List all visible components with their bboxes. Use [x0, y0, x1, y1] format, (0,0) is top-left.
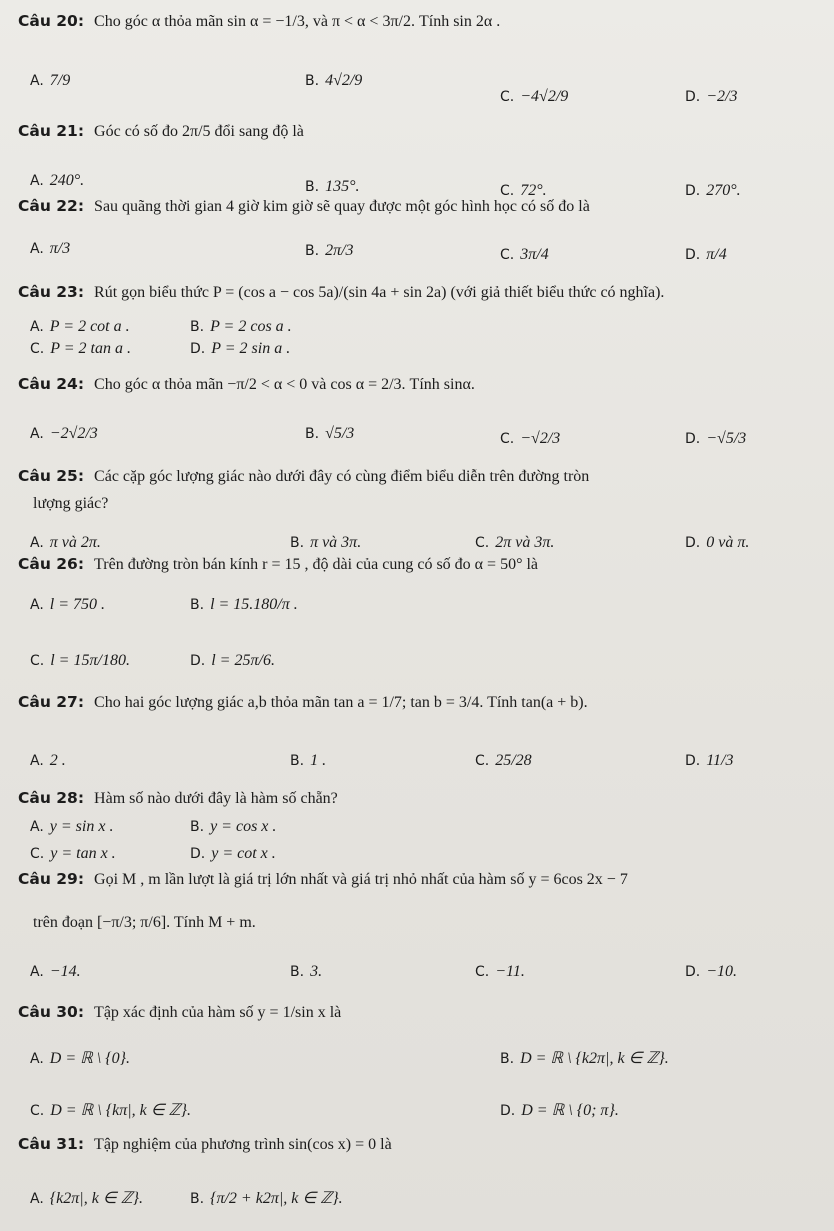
option-a[interactable]	[30, 240, 70, 258]
option-d[interactable]	[685, 534, 749, 552]
option-text: 135°.	[325, 178, 360, 195]
question-number: Câu 25:	[18, 467, 85, 485]
option-label: A.	[30, 426, 44, 442]
option-label: A.	[30, 1191, 44, 1207]
option-text: −10.	[706, 963, 738, 980]
option-b[interactable]	[305, 242, 354, 260]
option-label: A.	[30, 753, 44, 769]
question-25	[18, 467, 589, 486]
option-text: π và 2π.	[49, 534, 101, 551]
option-label: C.	[30, 846, 45, 862]
option-a[interactable]	[30, 596, 105, 614]
question-stem: Cho hai góc lượng giác a,b thỏa mãn tan a = 1/7; tan b = 3/4. Tính tan(a + b).	[94, 694, 588, 711]
option-label: D.	[190, 341, 206, 357]
option-text: 1 .	[310, 752, 327, 769]
option-text: π/4	[706, 246, 727, 263]
option-label: C.	[500, 89, 515, 105]
question-stem: Rút gọn biểu thức P = (cos a − cos 5a)/(sin 4a + sin 2a) (với giả thiết biểu thức có nghĩa).	[94, 284, 665, 301]
option-text: √5/3	[325, 425, 355, 442]
option-label: B.	[305, 179, 320, 195]
question-number: Câu 29:	[18, 870, 85, 888]
option-text: 25/28	[495, 752, 532, 769]
option-b[interactable]	[290, 534, 361, 552]
question-stem: Tập nghiệm của phương trình sin(cos x) = 0 là	[94, 1136, 392, 1153]
option-d[interactable]	[685, 963, 737, 981]
question-30	[18, 1003, 341, 1022]
question-number: Câu 24:	[18, 375, 85, 393]
option-c[interactable]	[30, 652, 130, 670]
option-label: D.	[685, 535, 701, 551]
option-label: A.	[30, 241, 44, 257]
option-c[interactable]	[475, 963, 525, 981]
option-label: A.	[30, 1051, 44, 1067]
option-text: 2π/3	[325, 242, 354, 259]
option-text: π và 3π.	[310, 534, 362, 551]
question-number: Câu 20:	[18, 12, 85, 30]
option-c[interactable]	[500, 430, 560, 448]
option-text: 11/3	[706, 752, 734, 769]
option-label: C.	[475, 753, 490, 769]
option-b[interactable]	[305, 178, 359, 196]
option-text: 240°.	[49, 172, 85, 189]
option-d[interactable]	[685, 88, 737, 106]
option-text: y = sin x .	[49, 818, 114, 835]
question-number: Câu 27:	[18, 693, 85, 711]
option-label: B.	[190, 597, 205, 613]
option-label: D.	[685, 247, 701, 263]
option-label: A.	[30, 597, 44, 613]
option-text: l = 15π/180.	[50, 652, 130, 669]
option-text: l = 15.180/π .	[210, 596, 298, 613]
option-label: A.	[30, 964, 44, 980]
question-stem: Các cặp góc lượng giác nào dưới đây có cùng điểm biểu diễn trên đường tròn	[94, 468, 590, 485]
question-stem-line2	[33, 913, 256, 932]
question-26	[18, 555, 538, 574]
question-number: Câu 21:	[18, 122, 85, 140]
option-text: −14.	[49, 963, 81, 980]
option-b[interactable]	[305, 72, 362, 90]
option-label: B.	[290, 535, 305, 551]
option-text: 3.	[310, 963, 323, 980]
option-c[interactable]	[30, 845, 116, 863]
option-b[interactable]	[290, 752, 326, 770]
question-stem: Sau quãng thời gian 4 giờ kim giờ sẽ quay được một góc hình học có số đo là	[94, 198, 590, 215]
option-label: A.	[30, 535, 44, 551]
question-number: Câu 22:	[18, 197, 85, 215]
option-text: 2 .	[49, 752, 66, 769]
option-text: y = tan x .	[50, 845, 116, 862]
option-c[interactable]	[30, 340, 131, 358]
option-d[interactable]	[685, 752, 734, 770]
option-text: 270°.	[706, 182, 741, 199]
option-a[interactable]	[30, 318, 130, 336]
option-a[interactable]	[30, 1188, 143, 1208]
option-a[interactable]	[30, 963, 81, 981]
option-text: 2π và 3π.	[495, 534, 555, 551]
option-label: C.	[30, 653, 45, 669]
option-label: B.	[190, 819, 205, 835]
option-label: D.	[685, 964, 701, 980]
option-label: C.	[30, 1103, 45, 1119]
question-stem-continued: lượng giác?	[33, 495, 109, 512]
question-20	[18, 12, 500, 31]
question-27	[18, 693, 588, 712]
option-text: P = 2 cot a .	[49, 318, 130, 335]
question-24	[18, 375, 475, 394]
option-text: −2√2/3	[49, 425, 98, 442]
option-c[interactable]	[500, 246, 549, 264]
option-text: 72°.	[520, 182, 547, 199]
option-b[interactable]	[305, 425, 354, 443]
option-label: D.	[685, 183, 701, 199]
question-stem: Tập xác định của hàm số y = 1/sin x là	[94, 1004, 342, 1021]
option-a[interactable]	[30, 752, 66, 770]
question-stem-continued: trên đoạn [−π/3; π/6]. Tính M + m.	[33, 914, 256, 931]
option-label: D.	[190, 846, 206, 862]
option-label: D.	[685, 753, 701, 769]
option-label: A.	[30, 73, 44, 89]
option-d[interactable]	[685, 246, 727, 264]
option-b[interactable]	[500, 1048, 669, 1068]
option-label: A.	[30, 319, 44, 335]
option-label: C.	[30, 341, 45, 357]
option-label: B.	[500, 1051, 515, 1067]
option-label: A.	[30, 819, 44, 835]
option-d[interactable]	[190, 340, 290, 358]
option-b[interactable]	[290, 963, 322, 981]
question-28	[18, 789, 338, 808]
option-text: l = 750 .	[49, 596, 106, 613]
option-b[interactable]	[190, 318, 292, 336]
option-text: y = cot x .	[211, 845, 276, 862]
option-label: D.	[685, 431, 701, 447]
option-a[interactable]	[30, 172, 84, 190]
option-d[interactable]	[685, 182, 741, 200]
option-b[interactable]	[190, 596, 298, 614]
option-text: y = cos x .	[210, 818, 277, 835]
option-text: P = 2 cos a .	[210, 318, 292, 335]
question-21	[18, 122, 304, 141]
option-text: π/3	[49, 240, 71, 257]
option-text: 4√2/9	[325, 72, 363, 89]
option-d[interactable]	[500, 1100, 619, 1120]
option-text: D = ℝ \ {0}.	[49, 1050, 131, 1067]
question-22	[18, 197, 590, 216]
option-label: C.	[475, 535, 490, 551]
option-text: 0 và π.	[706, 534, 750, 551]
option-text: −√5/3	[706, 430, 747, 447]
question-number: Câu 30:	[18, 1003, 85, 1021]
option-d[interactable]	[685, 430, 746, 448]
option-label: B.	[190, 319, 205, 335]
question-31	[18, 1135, 392, 1154]
option-c[interactable]	[475, 752, 532, 770]
option-a[interactable]	[30, 1048, 130, 1068]
option-label: B.	[305, 426, 320, 442]
option-a[interactable]	[30, 818, 113, 836]
option-label: B.	[305, 243, 320, 259]
option-label: B.	[290, 753, 305, 769]
question-stem-line2	[33, 494, 108, 513]
option-text: D = ℝ \ {k2π|, k ∈ ℤ}.	[520, 1050, 669, 1067]
option-a[interactable]	[30, 534, 101, 552]
option-label: C.	[500, 183, 515, 199]
question-number: Câu 26:	[18, 555, 85, 573]
question-stem: Cho góc α thỏa mãn −π/2 < α < 0 và cos α = 2/3. Tính sinα.	[94, 376, 475, 393]
option-a[interactable]	[30, 425, 98, 443]
option-text: {π/2 + k2π|, k ∈ ℤ}.	[210, 1190, 343, 1207]
option-text: −√2/3	[520, 430, 561, 447]
option-label: B.	[305, 73, 320, 89]
option-text: D = ℝ \ {kπ|, k ∈ ℤ}.	[50, 1102, 191, 1119]
question-stem: Trên đường tròn bán kính r = 15 , độ dài của cung có số đo α = 50° là	[94, 556, 539, 573]
option-text: −4√2/9	[520, 88, 569, 105]
option-c[interactable]	[475, 534, 554, 552]
question-stem: Cho góc α thỏa mãn sin α = −1/3, và π < α < 3π/2. Tính sin 2α .	[94, 13, 501, 30]
option-b[interactable]	[190, 818, 276, 836]
option-label: C.	[475, 964, 490, 980]
option-label: D.	[685, 89, 701, 105]
option-label: D.	[190, 653, 206, 669]
question-number: Câu 23:	[18, 283, 85, 301]
option-label: B.	[190, 1191, 205, 1207]
option-label: D.	[500, 1103, 516, 1119]
option-a[interactable]	[30, 72, 70, 90]
option-text: P = 2 sin a .	[211, 340, 291, 357]
option-label: C.	[500, 247, 515, 263]
option-text: 7/9	[49, 72, 71, 89]
question-number: Câu 31:	[18, 1135, 85, 1153]
option-c[interactable]	[30, 1100, 191, 1120]
option-label: A.	[30, 173, 44, 189]
option-d[interactable]	[190, 845, 276, 863]
option-text: 3π/4	[520, 246, 549, 263]
option-b[interactable]	[190, 1188, 343, 1208]
option-text: −2/3	[706, 88, 738, 105]
option-label: C.	[500, 431, 515, 447]
option-label: B.	[290, 964, 305, 980]
question-number: Câu 28:	[18, 789, 85, 807]
option-text: −11.	[495, 963, 525, 980]
option-text: P = 2 tan a .	[50, 340, 131, 357]
question-23	[18, 283, 664, 302]
option-d[interactable]	[190, 652, 275, 670]
option-c[interactable]	[500, 88, 568, 106]
option-text: {k2π|, k ∈ ℤ}.	[49, 1190, 144, 1207]
question-stem: Gọi M , m lần lượt là giá trị lớn nhất và giá trị nhỏ nhất của hàm số y = 6cos 2x − 7	[94, 871, 628, 888]
option-text: l = 25π/6.	[211, 652, 275, 669]
question-stem: Góc có số đo 2π/5 đổi sang độ là	[94, 123, 304, 140]
question-29	[18, 870, 628, 889]
question-stem: Hàm số nào dưới đây là hàm số chẵn?	[94, 790, 338, 807]
option-text: D = ℝ \ {0; π}.	[521, 1102, 619, 1119]
